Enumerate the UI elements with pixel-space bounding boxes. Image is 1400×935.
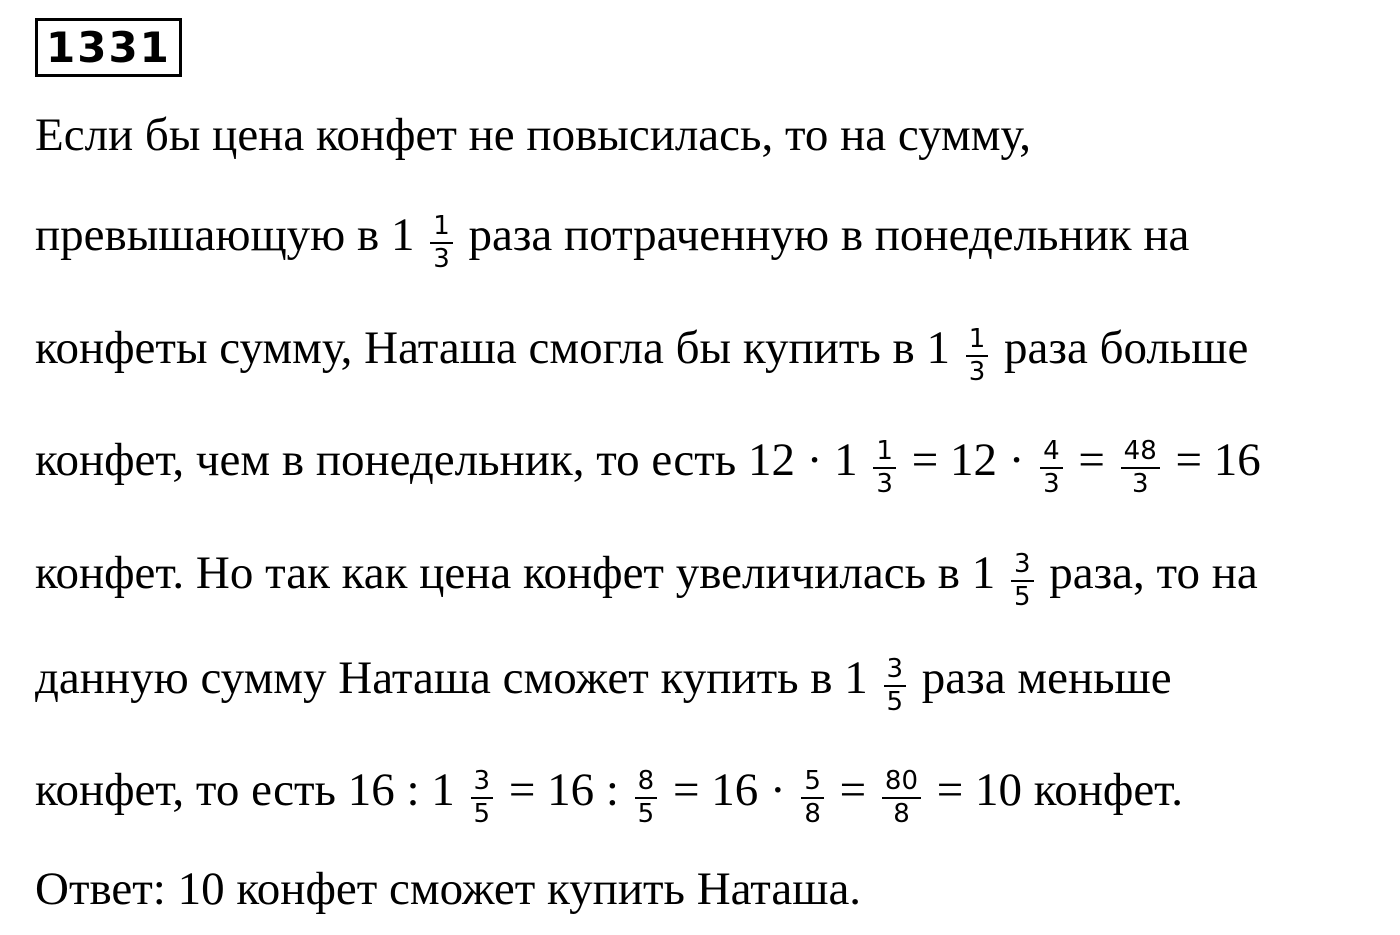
- fraction: [635, 768, 658, 829]
- fraction-numerator: 1: [430, 213, 453, 244]
- text-line: [35, 109, 1032, 161]
- fraction-denominator: 5: [886, 687, 904, 718]
- text-segment: данную сумму Наташа сможет купить в 1: [35, 652, 880, 705]
- fraction-numerator: 8: [635, 768, 658, 799]
- fraction-denominator: 5: [1013, 582, 1031, 613]
- fraction: [471, 768, 494, 829]
- fraction-numerator: 3: [471, 768, 494, 799]
- text-segment: =: [1066, 434, 1117, 487]
- problem-number-box: 1331: [35, 18, 182, 77]
- text-line: [35, 863, 862, 915]
- fraction-denominator: 3: [1131, 469, 1149, 500]
- text-segment: раза, то на: [1037, 547, 1258, 600]
- text-line: [35, 764, 1183, 830]
- fraction-denominator: 5: [473, 799, 491, 830]
- text-line: [35, 547, 1258, 613]
- fraction: [430, 213, 453, 274]
- fraction: [873, 438, 896, 499]
- text-segment: =: [827, 764, 878, 817]
- fraction: [1121, 438, 1160, 499]
- fraction: [801, 768, 824, 829]
- fraction: [966, 326, 989, 387]
- fraction-numerator: 1: [873, 438, 896, 469]
- text-line: [35, 209, 1190, 275]
- fraction-denominator: 5: [637, 799, 655, 830]
- text-line: [35, 322, 1249, 388]
- fraction: [1011, 551, 1034, 612]
- fraction-denominator: 8: [893, 799, 910, 830]
- fraction-denominator: 3: [876, 469, 893, 500]
- text-line: [35, 652, 1172, 718]
- text-segment: = 12 ·: [899, 434, 1037, 487]
- fraction-denominator: 3: [433, 244, 450, 275]
- fraction-numerator: 80: [882, 768, 921, 799]
- fraction-numerator: 48: [1121, 438, 1160, 469]
- text-segment: = 16 :: [497, 764, 631, 817]
- text-segment: конфеты сумму, Наташа смогла бы купить в 1: [35, 322, 962, 375]
- text-segment: конфет, чем в понедельник, то есть 12 · 1: [35, 434, 870, 487]
- text-segment: = 16: [1163, 434, 1261, 487]
- text-segment: Если бы цена конфет не повысилась, то на сумму,: [35, 109, 1032, 161]
- text-segment: раза больше: [992, 322, 1249, 375]
- fraction-numerator: 4: [1040, 438, 1063, 469]
- fraction: [884, 656, 907, 717]
- text-segment: раза потраченную в понедельник на: [456, 209, 1190, 262]
- fraction-denominator: 3: [968, 357, 986, 388]
- fraction: [1040, 438, 1063, 499]
- text-line: [35, 434, 1261, 500]
- fraction: [882, 768, 921, 829]
- fraction-numerator: 5: [801, 768, 824, 799]
- text-segment: = 16 ·: [661, 764, 798, 817]
- fraction-numerator: 3: [884, 656, 907, 687]
- fraction-denominator: 8: [804, 799, 821, 830]
- text-segment: конфет, то есть 16 : 1: [35, 764, 467, 817]
- text-segment: Ответ: 10 конфет сможет купить Наташа.: [35, 863, 862, 915]
- fraction-numerator: 3: [1011, 551, 1034, 582]
- text-segment: = 10 конфет.: [925, 764, 1183, 817]
- fraction-denominator: 3: [1043, 469, 1060, 500]
- text-segment: раза меньше: [910, 652, 1172, 705]
- fraction-numerator: 1: [966, 326, 989, 357]
- text-segment: конфет. Но так как цена конфет увеличилась в 1: [35, 547, 1007, 600]
- text-segment: превышающую в 1: [35, 209, 427, 262]
